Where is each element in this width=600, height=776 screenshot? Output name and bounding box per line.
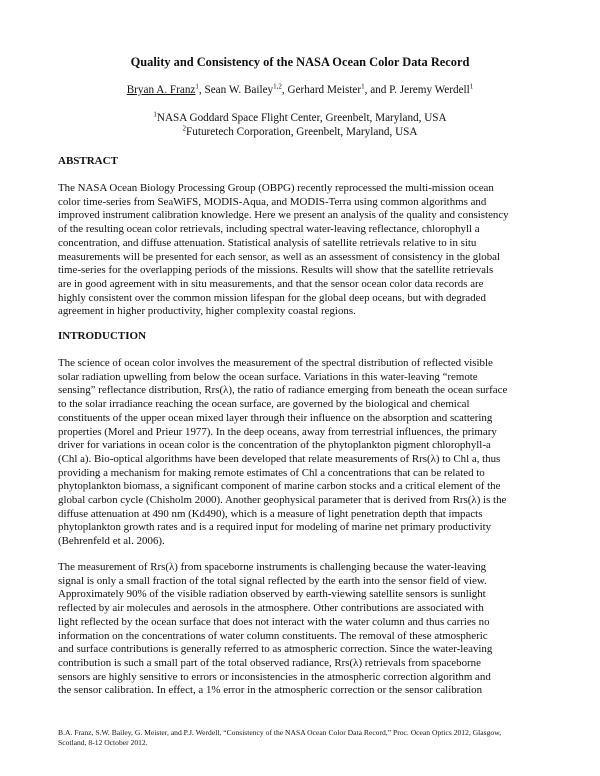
text-line: constituents of the upper ocean mixed layer through their influence on the absorption and scattering bbox=[58, 411, 493, 424]
text-line: (Chl a). Bio-optical algorithms have been developed that relate measurements of Rrs(λ) to Chl a, thus bbox=[58, 452, 501, 465]
text-line: are in good agreement with in situ measurements, and that the sensor ocean color data records are bbox=[58, 277, 484, 290]
affiliation-sup: 2 bbox=[182, 124, 187, 133]
text-line: the sensor calibration. In effect, a 1% error in the atmospheric correction or the sensor calibration bbox=[58, 684, 483, 697]
affiliation bbox=[0, 126, 600, 138]
intro-paragraph-2 bbox=[58, 561, 550, 698]
text-line: of the resulting ocean color retrievals, including spectral water-leaving reflectance, chlorophyll a bbox=[58, 223, 480, 236]
text-line: global carbon cycle (Chisholm 2000). Another geophysical parameter that is derived from Rrs(λ) is the bbox=[58, 494, 507, 507]
text-line: to the solar irradiance reaching the ocean surface, are governed by the biological and chemical bbox=[58, 398, 470, 411]
text-line: diffuse attenuation at 490 nm (Kd490), which is a measure of light penetration depth that impacts bbox=[58, 507, 483, 520]
affiliation-text: NASA Goddard Space Flight Center, Greenbelt, Maryland, USA bbox=[156, 112, 447, 124]
text-line: (Behrenfeld et al. 2006). bbox=[58, 535, 165, 548]
text-line: reflected by air molecules and aerosols in the atmosphere. Other contributions are associated with bbox=[58, 602, 484, 615]
text-line: properties (Morel and Prieur 1977). In the deep oceans, away from terrestrial influences, the primary bbox=[58, 425, 497, 438]
author-separator: , bbox=[198, 84, 205, 96]
footer-line: Scotland, 8-12 October 2012. bbox=[58, 738, 148, 747]
text-line: and surface contributions is generally referred to as atmospheric correction. Since the water-leaving bbox=[58, 643, 493, 656]
text-line: solar radiation upwelling from below the ocean surface. Variations in this water-leaving “remote bbox=[58, 370, 478, 383]
author-separator: , bbox=[364, 84, 371, 96]
text-line: phytoplankton biomass, a significant component of marine carbon stocks and a critical element of the bbox=[58, 480, 501, 493]
text-line: concentration, and diffuse attenuation. Statistical analysis of satellite retrievals relative to in situ bbox=[58, 236, 477, 249]
author-list bbox=[0, 84, 600, 96]
author-name: Sean W. Bailey bbox=[204, 84, 274, 96]
author-name: Gerhard Meister bbox=[287, 84, 362, 96]
text-line: The measurement of Rrs(λ) from spaceborne instruments is challenging because the water-leaving bbox=[58, 561, 487, 573]
text-line: Approximately 90% of the visible radiation observed by earth-viewing satellite sensors is sunlight bbox=[58, 588, 486, 601]
text-line: contribution is such a small part of the total observed radiance, Rrs(λ) retrievals from spaceborne bbox=[58, 656, 481, 669]
author-and: and bbox=[370, 84, 390, 96]
affiliation-text: Futuretech Corporation, Greenbelt, Maryland, USA bbox=[186, 126, 418, 138]
author-affil-sup: 1 bbox=[195, 82, 199, 91]
paper-title: Quality and Consistency of the NASA Ocean Color Data Record bbox=[130, 55, 470, 69]
citation-footer bbox=[58, 728, 550, 748]
text-line: sensors are highly sensitive to errors or inconsistencies in the atmospheric correction algorithm and bbox=[58, 670, 491, 683]
author-name: P. Jeremy Werdell bbox=[389, 84, 470, 96]
author-separator: , bbox=[281, 84, 288, 96]
text-line: agreement in higher productivity, higher complexity coastal regions. bbox=[58, 305, 356, 318]
affiliation bbox=[0, 112, 600, 124]
abstract-heading: ABSTRACT bbox=[58, 155, 118, 167]
author-affil-sup: 1 bbox=[469, 82, 474, 91]
abstract-paragraph bbox=[58, 182, 550, 319]
text-line: sensing” reflectance distribution, Rrs(λ), the ratio of radiance emerging from beneath the ocean surface bbox=[58, 384, 508, 397]
text-line: phytoplankton growth rates and is a required input for modeling of marine net primary productivity bbox=[58, 521, 492, 534]
text-line: time-series for the overlapping periods of the missions. Results will show that the satellite retrievals bbox=[58, 264, 494, 277]
intro-paragraph-1 bbox=[58, 357, 550, 549]
text-line: color time-series from SeaWiFS, MODIS-Aqua, and MODIS-Terra using common algorithms and bbox=[58, 195, 487, 208]
text-line: The NASA Ocean Biology Processing Group (OBPG) recently reprocessed the multi-mission ocean bbox=[58, 182, 494, 194]
text-line: light reflected by the ocean surface that does not interact with the water column and thus carries no bbox=[58, 615, 490, 628]
footer-line: B.A. Franz, S.W. Bailey, G. Meister, and P.J. Werdell, “Consistency of the NASA Ocean Color Data Record,” Proc. Ocean Optics 2012, Glasgow, bbox=[58, 728, 502, 737]
author-affil-sup: 1 bbox=[361, 82, 365, 91]
text-line: information on the concentrations of water column constituents. The removal of these atmospheric bbox=[58, 629, 488, 642]
text-line: highly consistent over the common mission lifespan for the global deep oceans, but with degraded bbox=[58, 291, 486, 304]
author-affil-sup: 1,2 bbox=[273, 82, 282, 91]
text-line: signal is only a small fraction of the total signal reflected by the earth into the sensor field of view. bbox=[58, 574, 487, 587]
text-line: measurements will be presented for each sensor, as well as an assessment of consistency in the global bbox=[58, 250, 501, 263]
affiliation-sup: 1 bbox=[153, 110, 157, 119]
text-line: providing a mechanism for making remote estimates of Chl a concentrations that can be related to bbox=[58, 466, 485, 479]
introduction-heading: INTRODUCTION bbox=[58, 330, 147, 342]
text-line: improved instrument calibration knowledge. Here we present an analysis of the quality and consistency bbox=[58, 209, 509, 222]
text-line: The science of ocean color involves the measurement of the spectral distribution of reflected visible bbox=[58, 357, 493, 369]
author-name: Bryan A. Franz bbox=[126, 84, 196, 96]
text-line: driver for variations in ocean color is the concentration of the phytoplankton pigment chlorophyll-a bbox=[58, 439, 491, 452]
